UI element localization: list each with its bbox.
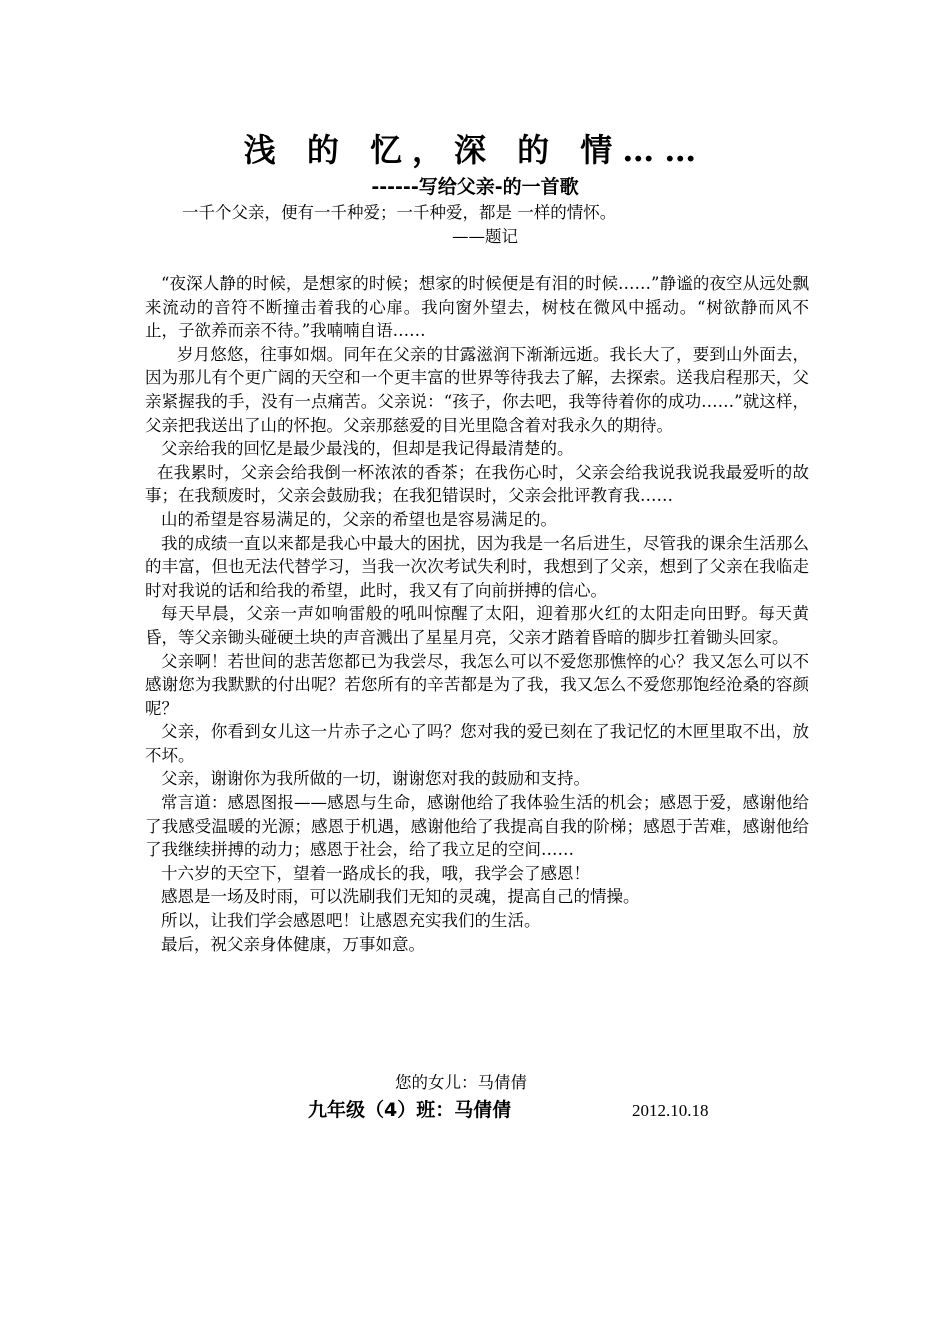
paragraph-2: 岁月悠悠，往事如烟。同年在父亲的甘露滋润下渐渐远逝。我长大了，要到山外面去，因为那儿有个更广阔的天空和一个更丰富的世界等待我去了解，去探索。送我启程那天，父亲紧握我的手，没有一点痛苦。父亲说：“孩子，你去吧，我等待着你的成功……”就这样，父亲把我送出了山的怀抱。父亲那慈爱的目光里隐含着对我永久的期待。 <box>145 344 809 435</box>
class-and-author: 九年级（4）班：马倩倩 <box>308 1099 512 1121</box>
paragraph-11: 常言道：感恩图报——感恩与生命，感谢他给了我体验生活的机会；感恩于爱，感谢他给了我感受温暖的光源；感恩于机遇，感谢他给了我提高自我的阶梯；感恩于苦难，感谢他给了我继续拼搏的动力；感恩于社会，给了我立足的空间…… <box>145 793 809 860</box>
paragraph-7: 每天早晨，父亲一声如响雷般的吼叫惊醒了太阳，迎着那火红的太阳走向田野。每天黄昏，等父亲锄头碰硬土块的声音溅出了星星月亮，父亲才踏着昏暗的脚步扛着锄头回家。 <box>145 604 809 647</box>
paragraph-10: 父亲，谢谢你为我所做的一切，谢谢您对我的鼓励和支持。 <box>161 769 590 789</box>
epigraph: 一千个父亲，便有一千种爱；一千种爱，都是 一样的情怀。 <box>182 203 617 222</box>
paragraph-15: 最后，祝父亲身体健康，万事如意。 <box>161 934 425 954</box>
paragraph-8: 父亲啊！若世间的悲苦您都已为我尝尽，我怎么可以不爱您那憔悴的心？我又怎么可以不感谢您为我默默的付出呢？若您所有的辛苦都是为了我，我又怎么不爱您那饱经沧桑的容颜呢？ <box>145 651 809 718</box>
epigraph-signature: ——题记 <box>452 227 518 246</box>
paragraph-12: 十六岁的天空下，望着一路成长的我，哦，我学会了感恩！ <box>161 863 590 883</box>
paragraph-9: 父亲，你看到女儿这一片赤子之心了吗？您对我的爱已刻在了我记忆的木匣里取不出，放不坏。 <box>145 722 809 765</box>
paragraph-5: 山的希望是容易满足的，父亲的希望也是容易满足的。 <box>161 509 557 529</box>
paragraph-4: 在我累时，父亲会给我倒一杯浓浓的香茶；在我伤心时，父亲会给我说我说我最爱听的故事；在我颓废时，父亲会鼓励我；在我犯错误时，父亲会批评教育我…… <box>145 462 809 506</box>
signoff: 您的女儿：马倩倩 <box>395 1073 527 1092</box>
body-text <box>145 272 809 956</box>
document-title: 浅 的 忆，深 的 情…… <box>243 131 707 169</box>
document-subtitle: ------写给父亲-的一首歌 <box>371 176 579 198</box>
paragraph-14: 所以，让我们学会感恩吧！让感恩充实我们的生活。 <box>161 911 541 931</box>
paragraph-1: “夜深人静的时候，是想家的时候；想家的时候便是有泪的时候……”静谧的夜空从远处飘来流动的音符不断撞击着我的心扉。我向窗外望去，树枝在微风中摇动。“树欲静而风不止，子欲养而亲不待。”我喃喃自语…… <box>145 274 809 341</box>
paragraph-6: 我的成绩一直以来都是我心中最大的困扰，因为我是一名后进生，尽管我的课余生活那么的丰富，但也无法代替学习，当我一次次考试失利时，我想到了父亲，想到了父亲在我临走时对我说的话和给我的希望，此时，我又有了向前拼搏的信心。 <box>145 533 809 600</box>
date: 2012.10.18 <box>632 1101 709 1120</box>
paragraph-3: 父亲给我的回忆是最少最浅的，但却是我记得最清楚的。 <box>161 439 574 459</box>
paragraph-13: 感恩是一场及时雨，可以洗刷我们无知的灵魂，提高自己的情操。 <box>161 887 640 907</box>
